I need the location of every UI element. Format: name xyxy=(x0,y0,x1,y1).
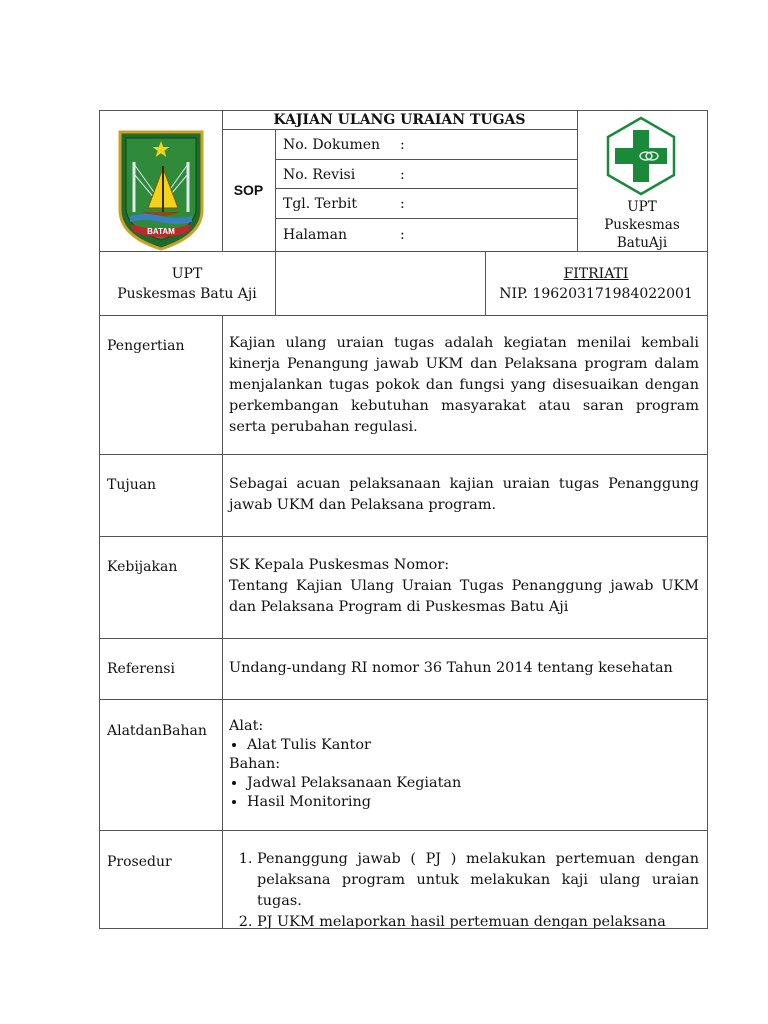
section-label-alat-bahan: AlatdanBahan xyxy=(107,723,207,739)
procedure-step: 2. PJ UKM melaporkan hasil pertemuan dengan pelaksana xyxy=(257,912,699,928)
list-item: • Hasil Monitoring xyxy=(247,793,699,812)
text-line: kinerja Penangung jawab UKM dan Pelaksana program dalam xyxy=(229,356,699,372)
text-line: serta perubahan regulasi. xyxy=(229,419,418,435)
right-logo-line-1: UPT xyxy=(627,199,657,215)
text-line: Kajian ulang uraian tugas adalah kegiatan menilai kembali xyxy=(229,335,699,351)
text-line: jawab UKM dan Pelaksana program. xyxy=(229,497,497,513)
section-label-pengertian: Pengertian xyxy=(107,338,185,354)
procedure-steps xyxy=(229,849,699,928)
puskesmas-green-cross-icon xyxy=(605,116,677,196)
signatory-name: FITRIATI xyxy=(563,266,629,282)
section-text-kebijakan xyxy=(229,555,699,618)
section-text-referensi xyxy=(229,658,699,679)
field-label-halaman: Halaman xyxy=(283,227,348,243)
alat-label: Alat: xyxy=(229,718,264,734)
document-title: KAJIAN ULANG URAIAN TUGAS xyxy=(273,112,526,128)
text-line: Undang-undang RI nomor 36 Tahun 2014 tentang kesehatan xyxy=(229,660,673,676)
list-item: • Alat Tulis Kantor xyxy=(247,736,699,755)
section-text-pengertian xyxy=(229,333,699,438)
field-sep-tgl-terbit: : xyxy=(400,196,405,212)
unit-line-2: Puskesmas Batu Aji xyxy=(117,286,257,302)
section-label-kebijakan: Kebijakan xyxy=(107,559,178,575)
unit-line-1: UPT xyxy=(171,266,203,282)
emblem-text: BATAM xyxy=(147,227,175,236)
field-label-no-revisi: No. Revisi xyxy=(283,167,356,183)
field-sep-no-revisi: : xyxy=(400,167,405,183)
signatory-nip: NIP. 196203171984022001 xyxy=(499,286,693,302)
alat-list xyxy=(229,736,699,755)
section-content-prosedur xyxy=(229,849,699,928)
field-label-no-dokumen: No. Dokumen xyxy=(283,137,381,153)
procedure-step: 1. Penanggung jawab ( PJ ) melakukan pertemuan dengan pelaksana program untuk melakukan kaji ulang uraian tugas. xyxy=(257,849,699,912)
section-label-referensi: Referensi xyxy=(107,661,175,677)
section-label-tujuan: Tujuan xyxy=(107,477,157,493)
bahan-list xyxy=(229,774,699,812)
text-line: Tentang Kajian Ulang Uraian Tugas Penanggung jawab UKM xyxy=(229,578,699,594)
section-content-alat-bahan xyxy=(229,717,699,812)
text-line: Sebagai acuan pelaksanaan kajian uraian tugas Penanggung xyxy=(229,476,699,492)
sop-label: SOP xyxy=(233,182,264,198)
text-line: menjalankan tugas pokok dan fungsi yang disesuaikan dengan xyxy=(229,377,699,393)
text-line: perkembangan kebutuhan masyarakat atau saran program xyxy=(229,398,699,414)
field-sep-no-dokumen: : xyxy=(400,137,405,153)
bahan-label: Bahan: xyxy=(229,756,281,772)
batam-city-emblem-icon xyxy=(116,128,206,252)
list-item: • Jadwal Pelaksanaan Kegiatan xyxy=(247,774,699,793)
right-logo-line-3: BatuAji xyxy=(616,235,668,251)
section-label-prosedur: Prosedur xyxy=(107,854,172,870)
field-sep-halaman: : xyxy=(400,227,405,243)
right-logo-line-2: Puskesmas xyxy=(604,217,680,233)
text-line: dan Pelaksana Program di Puskesmas Batu Aji xyxy=(229,599,569,615)
field-label-tgl-terbit: Tgl. Terbit xyxy=(283,196,357,212)
section-text-tujuan xyxy=(229,474,699,516)
text-line: SK Kepala Puskesmas Nomor: xyxy=(229,557,450,573)
